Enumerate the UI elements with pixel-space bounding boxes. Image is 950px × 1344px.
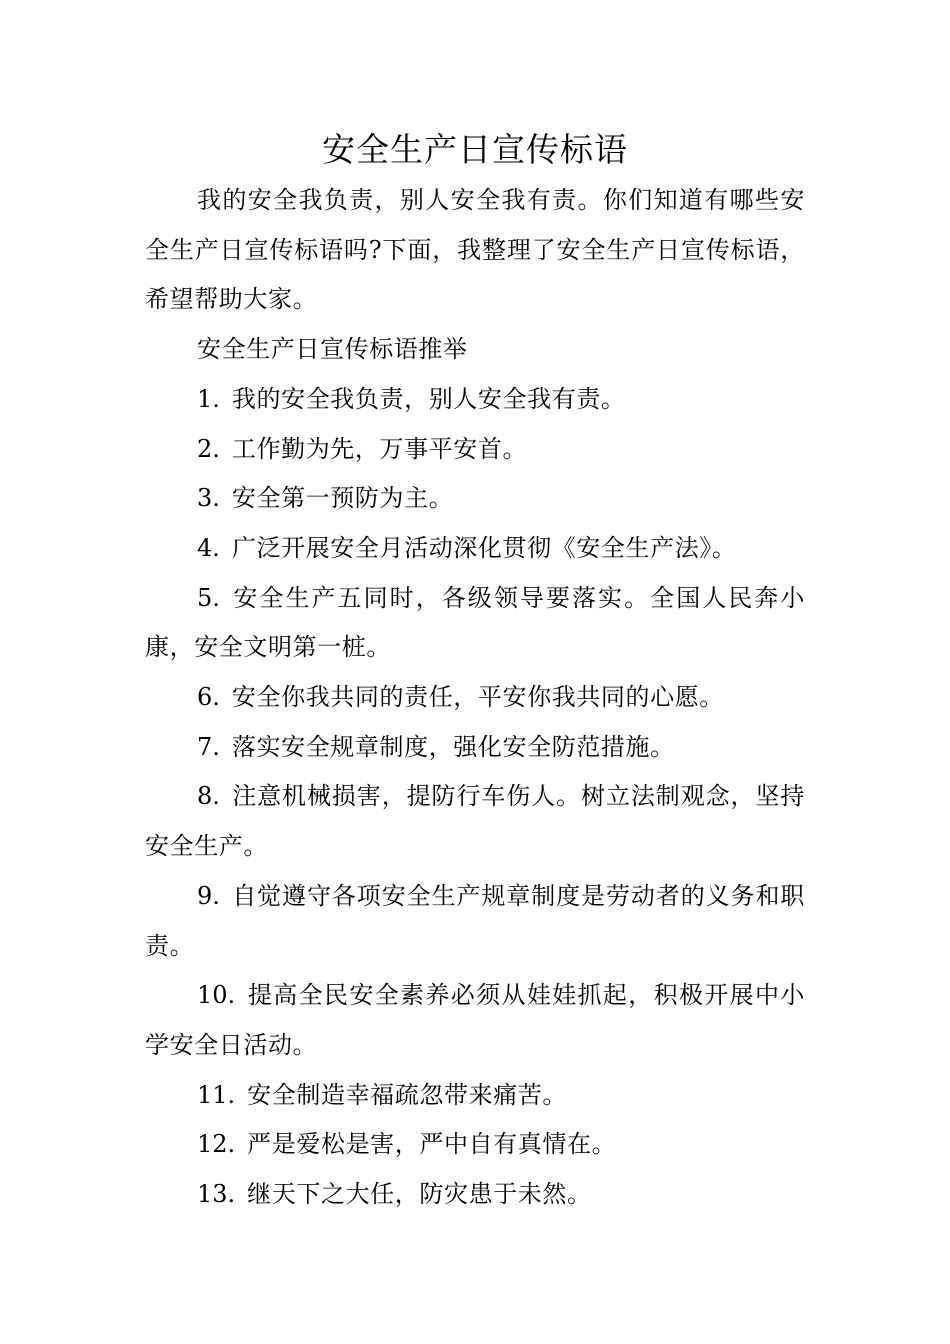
slogan-text: 安全第一预防为主。 xyxy=(231,484,454,513)
slogan-text: 注意机械损害，提防行车伤人。树立法制观念，坚持安全生产。 xyxy=(145,782,805,861)
slogan-item-6 xyxy=(145,673,805,723)
slogan-text: 安全生产五同时，各级领导要落实。全国人民奔小康，安全文明第一桩。 xyxy=(145,583,805,662)
slogan-text: 严是爱松是害，严中自有真情在。 xyxy=(247,1130,617,1159)
slogan-number: 1. xyxy=(197,384,220,413)
slogan-text: 工作勤为先，万事平安首。 xyxy=(231,434,528,463)
slogan-number: 5. xyxy=(197,583,220,612)
slogan-text: 安全制造幸福疏忽带来痛苦。 xyxy=(247,1080,567,1109)
section-heading: 安全生产日宣传标语推举 xyxy=(197,335,468,364)
slogan-text: 广泛开展安全月活动深化贯彻《安全生产法》。 xyxy=(231,533,737,562)
slogan-item-10 xyxy=(145,971,805,1070)
slogan-item-2 xyxy=(145,425,805,475)
slogan-number: 11. xyxy=(197,1080,236,1109)
slogan-item-1 xyxy=(145,375,805,425)
slogan-text: 继天下之大任，防灾患于未然。 xyxy=(247,1180,592,1209)
slogan-item-5 xyxy=(145,574,805,673)
slogan-number: 6. xyxy=(197,683,220,712)
slogan-number: 2. xyxy=(197,434,220,463)
slogan-text: 提高全民安全素养必须从娃娃抓起，积极开展中小学安全日活动。 xyxy=(145,981,805,1059)
slogan-item-12 xyxy=(145,1120,805,1170)
slogan-number: 9. xyxy=(197,881,220,910)
slogan-number: 13. xyxy=(197,1180,236,1209)
slogan-text: 落实安全规章制度，强化安全防范措施。 xyxy=(231,732,675,761)
document-title: 安全生产日宣传标语 xyxy=(322,130,628,169)
slogan-text: 我的安全我负责，别人安全我有责。 xyxy=(231,384,626,413)
slogan-item-3 xyxy=(145,474,805,524)
slogan-number: 10. xyxy=(197,981,236,1010)
slogan-item-11 xyxy=(145,1071,805,1121)
slogan-number: 4. xyxy=(197,533,220,562)
slogan-item-9 xyxy=(145,872,805,971)
slogan-item-8 xyxy=(145,772,805,871)
slogan-number: 12. xyxy=(197,1130,236,1159)
intro-paragraph: 我的安全我负责，别人安全我有责。你们知道有哪些安全生产日宣传标语吗?下面，我整理了安全生产日宣传标语，希望帮助大家。 xyxy=(145,186,805,314)
slogan-item-13 xyxy=(145,1170,805,1220)
slogan-number: 3. xyxy=(197,484,220,513)
slogan-number: 7. xyxy=(197,732,220,761)
slogan-item-7 xyxy=(145,723,805,773)
slogan-text: 安全你我共同的责任，平安你我共同的心愿。 xyxy=(231,683,724,712)
document-body xyxy=(145,176,805,1220)
slogan-item-4 xyxy=(145,524,805,574)
slogan-number: 8. xyxy=(197,782,220,811)
slogan-text: 自觉遵守各项安全生产规章制度是劳动者的义务和职责。 xyxy=(145,881,805,960)
